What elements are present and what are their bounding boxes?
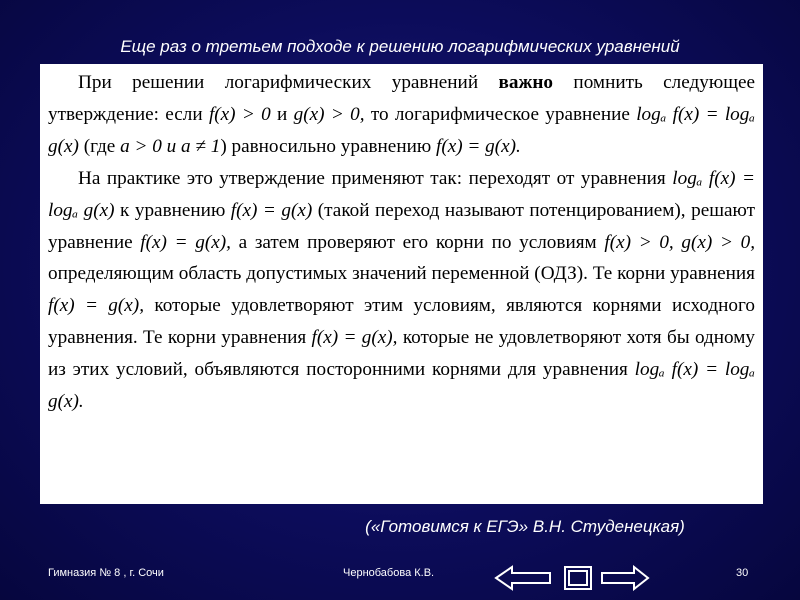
p2-eq3: f(x) = g(x),	[140, 231, 231, 253]
p2-text-e: определяющим область допустимых значений переменной (ОДЗ). Те корни уравнения	[48, 263, 755, 285]
paragraph-1	[48, 67, 755, 163]
p2-text-d: а затем проверяют его корни по условиям	[230, 231, 605, 253]
p2-eq1: logₐ f(x) = logₐ g(x)	[48, 167, 755, 221]
p2-eq6: logₐ f(x) = logₐ g(x).	[48, 359, 755, 413]
p2-cond2: g(x) > 0,	[673, 231, 756, 253]
p2-eq4: f(x) = g(x),	[48, 295, 144, 317]
next-slide-button[interactable]	[600, 565, 650, 591]
home-slide-button[interactable]	[563, 565, 593, 591]
slide-title: Еще раз о третьем подходе к решению логарифмических уравнений	[120, 37, 680, 56]
p1-eq2: f(x) = g(x).	[436, 135, 521, 157]
square-home-icon	[563, 565, 593, 591]
footer-school: Гимназия № 8 , г. Сочи	[48, 567, 164, 579]
content-box	[40, 64, 763, 504]
p2-eq5: f(x) = g(x),	[311, 327, 398, 349]
p2-text-c: (такой переход называют потенцированием), решают уравнение	[48, 199, 755, 253]
arrow-left-icon	[494, 565, 552, 591]
p1-cond3: a > 0 и a ≠ 1	[120, 135, 221, 157]
p2-cond1: f(x) > 0,	[604, 231, 674, 253]
p1-cond2: g(x) > 0,	[293, 103, 365, 125]
arrow-right-icon	[600, 565, 650, 591]
source-citation: («Готовимся к ЕГЭ» В.Н. Студенецкая)	[365, 517, 685, 536]
p1-text-c: помнить следующее утверждение: если	[48, 72, 755, 125]
p2-text-b: к уравнению	[114, 199, 231, 221]
p2-text-a: На практике это утверждение применяют так: переходят от уравнения	[78, 167, 673, 189]
p1-cond1: f(x) > 0	[208, 103, 271, 125]
p1-text-e: (где	[78, 135, 121, 157]
p2-eq2: f(x) = g(x)	[230, 199, 313, 221]
p1-text-a: При решении логарифмических уравнений	[78, 72, 499, 93]
p1-eq1: logₐ f(x) = logₐ g(x)	[48, 103, 755, 157]
p1-text-f: ) равносильно уравнению	[220, 135, 436, 157]
p1-and: и	[270, 103, 294, 125]
p2-text-f: которые удовлетворяют этим условиям, являются корнями исходного уравнения. Те корни уравнения	[48, 295, 755, 349]
prev-slide-button[interactable]	[494, 565, 552, 591]
footer-author: Чернобабова К.В.	[343, 567, 435, 579]
p1-text-d: то логарифмическое уравнение	[364, 103, 637, 125]
paragraph-2	[48, 163, 755, 418]
page-number: 30	[736, 567, 749, 579]
p2-text-g: которые не удовлетворяют хотя бы одному из этих условий, объявляются посторонними корнями для уравнения	[48, 327, 755, 381]
p1-bold-word: важно	[498, 72, 554, 93]
